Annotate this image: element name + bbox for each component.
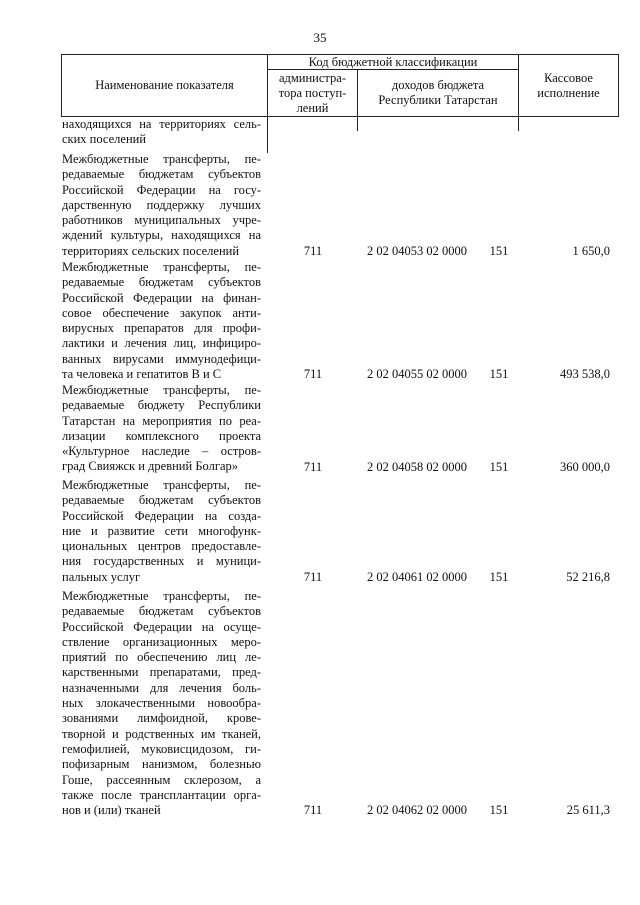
row-name-line: ских поселений — [62, 132, 147, 147]
row-name-line: назначенными для лечения боль- — [62, 680, 261, 695]
row-amount: 360 000,0 — [560, 459, 610, 474]
header-name-column — [62, 55, 267, 116]
row-name-line: совое обеспечение закупок анти- — [62, 305, 261, 320]
row-subcode: 151 — [489, 803, 509, 818]
row-name-line: ние и развитие сети многофунк- — [62, 523, 261, 538]
row-name-line: та человека и гепатитов В и С — [62, 367, 222, 382]
row-name-line: редаваемые бюджетам субъектов — [62, 604, 261, 619]
row-admin-code: 711 — [303, 803, 323, 818]
row-name-line: редаваемые бюджету Республики — [62, 398, 261, 413]
row-name-line: Гоше, рассеянным склерозом, а — [62, 772, 261, 787]
row-name-line: зованиями лимфоидной, крове- — [62, 711, 261, 726]
row-name-line: Российской Федерации на финан- — [62, 290, 261, 305]
row-name-line: Межбюджетные трансферты, пе- — [62, 589, 261, 603]
row-name-line: территориях сельских поселений — [62, 243, 240, 258]
row-name-line: Межбюджетные трансферты, пе- — [62, 478, 261, 492]
header-income-column — [358, 70, 518, 116]
row-admin-code: 711 — [303, 243, 323, 258]
row-name-line: «Культурное наследие – остров- — [62, 444, 261, 459]
row-name-line: Межбюджетные трансферты, пе- — [62, 383, 261, 397]
row-name-line: Российской Федерации на госу- — [62, 182, 261, 197]
row-name-line: пофизарным нанизмом, болезнью — [62, 757, 261, 772]
row-name — [62, 383, 261, 475]
row-admin-code: 711 — [303, 569, 323, 584]
header-income-line: Республики Татарстан — [378, 93, 498, 107]
row-name — [62, 117, 261, 148]
row-name-line: творной и родственных им тканей, — [62, 726, 261, 741]
row-name-line: гемофилией, муковисцидозом, ги- — [62, 741, 261, 756]
row-name-line: работников муниципальных учре- — [62, 213, 261, 228]
row-income-code: 2 02 04062 02 0000 — [367, 803, 467, 818]
column-line — [357, 117, 358, 131]
row-name-line: также после трансплантации орга- — [62, 787, 261, 802]
row-name-line: пальных услуг — [62, 569, 141, 584]
row-name-line: редаваемые бюджетам субъектов — [62, 167, 261, 182]
header-code-group-label: Код бюджетной классификации — [308, 54, 478, 69]
row-name-line: находящихся на территориях сель- — [62, 117, 261, 131]
row-subcode: 151 — [489, 243, 509, 258]
row-subcode: 151 — [489, 569, 509, 584]
row-name-line: редаваемые бюджетам субъектов — [62, 275, 261, 290]
row-name-line: Российской Федерации на осуще- — [62, 619, 261, 634]
row-income-code: 2 02 04053 02 0000 — [367, 243, 467, 258]
header-admin-line: тора поступ- — [278, 85, 347, 100]
row-name-line: ванных вирусами иммунодефици- — [62, 351, 261, 366]
header-code-group — [268, 55, 518, 69]
row-name — [62, 260, 261, 382]
row-amount: 493 538,0 — [560, 367, 610, 382]
row-name-line: приятий по обеспечению лиц ле- — [62, 650, 261, 665]
row-name-line: редаваемые бюджетам субъектов — [62, 493, 261, 508]
row-name-line: циональных центров предоставле- — [62, 539, 261, 554]
row-name-line: карственными препаратами, пред- — [62, 665, 261, 680]
row-name-line: ния государственных и муници- — [62, 554, 261, 569]
row-subcode: 151 — [489, 367, 509, 382]
header-admin-column — [268, 70, 357, 116]
header-income-line: доходов бюджета — [391, 78, 485, 92]
row-amount: 52 216,8 — [566, 569, 610, 584]
column-line — [267, 117, 268, 153]
row-name-line: нов и (или) тканей — [62, 803, 161, 818]
row-name-line: Татарстан на мероприятия по реа- — [62, 413, 261, 428]
row-amount: 25 611,3 — [566, 803, 610, 818]
row-income-code: 2 02 04061 02 0000 — [367, 569, 467, 584]
row-amount: 1 650,0 — [572, 243, 610, 258]
row-name — [62, 152, 261, 259]
header-exec-line: исполнение — [537, 85, 600, 100]
row-name-line: дарственную поддержку лучших — [62, 197, 261, 212]
row-name-line: ствление организационных меро- — [62, 634, 261, 649]
page-number: 35 — [313, 30, 327, 45]
row-name-line: ждений культуры, находящихся на — [62, 228, 261, 243]
header-name-label: Наименование показателя — [95, 78, 234, 92]
row-income-code: 2 02 04058 02 0000 — [367, 459, 467, 474]
row-name-line: вирусных препаратов для профи- — [62, 321, 261, 336]
row-name-line: Межбюджетные трансферты, пе- — [62, 260, 261, 274]
row-income-code: 2 02 04055 02 0000 — [367, 367, 467, 382]
header-admin-line: администра- — [278, 70, 346, 85]
row-name-line: Российской Федерации на созда- — [62, 508, 261, 523]
row-name-line: лизации комплексного проекта — [62, 428, 261, 443]
row-name-line: Межбюджетные трансферты, пе- — [62, 152, 261, 166]
row-subcode: 151 — [489, 459, 509, 474]
row-admin-code: 711 — [303, 459, 323, 474]
header-exec-column — [519, 55, 618, 116]
row-name — [62, 478, 261, 585]
column-line — [518, 117, 519, 131]
row-name-line: лактики и лечения лиц, инфициро- — [62, 336, 261, 351]
row-name — [62, 589, 261, 818]
header-admin-line: лений — [296, 100, 329, 115]
row-name-line: ных злокачественными новообра- — [62, 696, 261, 711]
row-admin-code: 711 — [303, 367, 323, 382]
header-exec-line: Кассовое — [544, 70, 593, 85]
row-name-line: град Свияжск и древний Болгар» — [62, 459, 238, 474]
